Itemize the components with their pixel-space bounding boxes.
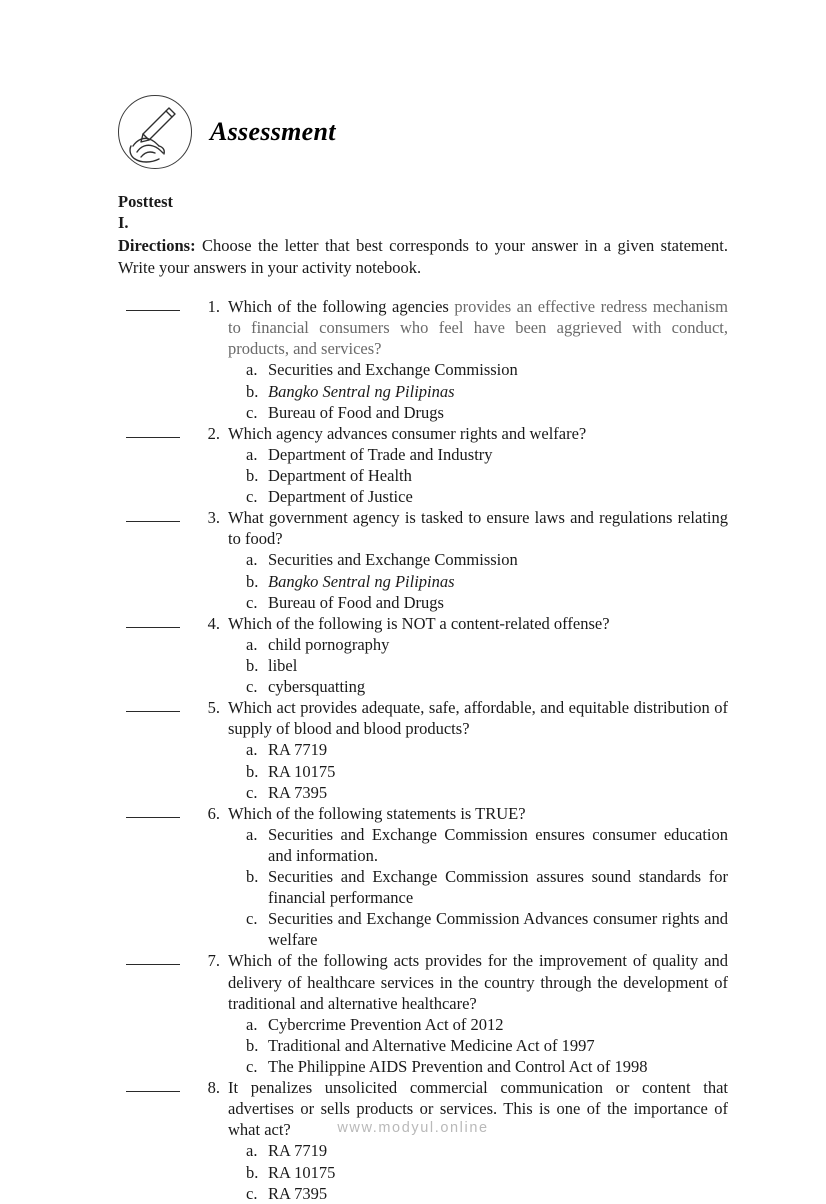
answer-blank[interactable] [118, 507, 184, 522]
hand-writing-pencil-icon [118, 95, 192, 169]
choice-text: RA 10175 [268, 1162, 336, 1182]
posttest-label: Posttest [118, 192, 173, 211]
choice-text: RA 10175 [268, 761, 336, 781]
choice-letter: c. [246, 677, 258, 697]
directions-text: Choose the letter that best corresponds to your answer in a given statement. Write your answers in your activity notebook. [118, 236, 729, 277]
choice-list [228, 739, 728, 802]
question-body [228, 296, 728, 423]
question-text: What government agency is tasked to ensure laws and regulations relating to food? [228, 508, 728, 549]
choice-item[interactable] [228, 465, 728, 486]
choice-letter: b. [246, 1162, 259, 1182]
choice-letter: a. [246, 444, 258, 464]
answer-blank-line [126, 627, 180, 628]
choice-item[interactable] [228, 824, 728, 866]
choice-letter: c. [246, 487, 258, 507]
question-text [228, 296, 728, 359]
answer-blank[interactable] [118, 803, 184, 818]
choice-letter: b. [246, 381, 259, 401]
choice-list [228, 549, 728, 612]
choice-item[interactable] [228, 592, 728, 613]
choice-text: Bureau of Food and Drugs [268, 592, 444, 612]
question-text: Which of the following is NOT a content-related offense? [228, 613, 610, 633]
part-label: I. [118, 213, 129, 233]
choice-letter: a. [246, 824, 258, 844]
question-number: 5. [207, 698, 220, 718]
question-body [228, 423, 728, 507]
answer-blank-line [126, 521, 180, 522]
answer-blank[interactable] [118, 613, 184, 628]
question-text-lead: Which of the following agencies [228, 297, 455, 317]
choice-text: RA 7719 [268, 740, 328, 760]
choice-list [228, 1140, 728, 1203]
choice-text: Securities and Exchange Commission ensures consumer education and information. [268, 824, 728, 865]
choice-text: Traditional and Alternative Medicine Act of 1997 [268, 1035, 595, 1055]
choice-list [228, 359, 728, 422]
choice-text: Cybercrime Prevention Act of 2012 [268, 1014, 504, 1034]
choice-letter: b. [246, 867, 259, 887]
choice-text: Securities and Exchange Commission Advances consumer rights and welfare [268, 909, 728, 950]
choice-item[interactable] [228, 402, 728, 423]
choice-text: Bangko Sentral ng Pilipinas [268, 381, 455, 401]
choice-text: RA 7719 [268, 1141, 328, 1161]
question-item [118, 613, 728, 697]
directions-label: Directions: [118, 236, 196, 256]
choice-letter: a. [246, 740, 258, 760]
choice-list [228, 444, 728, 507]
choice-letter: a. [246, 634, 258, 654]
question-item [118, 296, 728, 423]
choice-letter: c. [246, 1057, 258, 1077]
question-item [118, 803, 728, 951]
answer-blank-line [126, 1091, 180, 1092]
question-number: 7. [207, 951, 220, 971]
question-list [118, 296, 728, 1204]
question-body [228, 613, 728, 697]
choice-list [228, 824, 728, 951]
choice-item[interactable] [228, 634, 728, 655]
choice-text: Bangko Sentral ng Pilipinas [268, 571, 455, 591]
choice-item[interactable] [228, 761, 728, 782]
choice-text: Securities and Exchange Commission [268, 550, 518, 570]
choice-item[interactable] [228, 1056, 728, 1077]
choice-item[interactable] [228, 1035, 728, 1056]
choice-letter: c. [246, 909, 258, 929]
choice-item[interactable] [228, 1140, 728, 1161]
choice-letter: a. [246, 360, 258, 380]
document-content [118, 95, 728, 1204]
choice-item[interactable] [228, 908, 728, 950]
answer-blank-line [126, 817, 180, 818]
choice-item[interactable] [228, 655, 728, 676]
choice-letter: a. [246, 1014, 258, 1034]
question-number: 6. [207, 803, 220, 823]
choice-item[interactable] [228, 676, 728, 697]
choice-letter: c. [246, 1183, 258, 1203]
question-item [118, 423, 728, 507]
question-number: 2. [207, 423, 220, 443]
choice-text: RA 7395 [268, 1183, 328, 1203]
question-text: Which of the following statements is TRUE? [228, 803, 526, 823]
page-title: Assessment [210, 117, 336, 146]
choice-list [228, 634, 728, 697]
question-body [228, 803, 728, 951]
choice-list [228, 1014, 728, 1077]
question-item [118, 950, 728, 1077]
choice-text: Securities and Exchange Commission [268, 360, 518, 380]
question-body [228, 507, 728, 613]
choice-letter: b. [246, 1035, 259, 1055]
answer-blank-line [126, 711, 180, 712]
choice-text: libel [268, 655, 298, 675]
choice-letter: b. [246, 655, 259, 675]
choice-letter: c. [246, 782, 258, 802]
choice-item[interactable] [228, 444, 728, 465]
choice-item[interactable] [228, 782, 728, 803]
choice-letter: b. [246, 761, 259, 781]
choice-text: cybersquatting [268, 677, 366, 697]
choice-text: Department of Health [268, 465, 412, 485]
assessment-header [118, 95, 728, 169]
question-number: 8. [207, 1078, 220, 1098]
choice-text: Securities and Exchange Commission assures sound standards for financial performance [268, 867, 728, 908]
choice-letter: c. [246, 402, 258, 422]
directions-paragraph [118, 235, 728, 278]
question-item [118, 697, 728, 803]
choice-text: Department of Trade and Industry [268, 444, 493, 464]
answer-blank[interactable] [118, 950, 184, 965]
answer-blank[interactable] [118, 423, 184, 438]
question-body [228, 697, 728, 803]
choice-item[interactable] [228, 486, 728, 507]
choice-item[interactable] [228, 1162, 728, 1183]
question-item [118, 507, 728, 613]
answer-blank[interactable] [118, 1077, 184, 1092]
choice-item[interactable] [228, 866, 728, 908]
answer-blank-line [126, 437, 180, 438]
answer-blank[interactable] [118, 697, 184, 712]
choice-item[interactable] [228, 359, 728, 380]
choice-item[interactable] [228, 571, 728, 592]
choice-text: Department of Justice [268, 487, 413, 507]
question-number: 4. [207, 613, 220, 633]
question-item [118, 1077, 728, 1204]
choice-letter: b. [246, 571, 259, 591]
question-text: It penalizes unsolicited commercial communication or content that advertises or sells products or services. This is one of the importance of what act? [228, 1078, 728, 1140]
choice-text: Bureau of Food and Drugs [268, 402, 444, 422]
question-text: Which act provides adequate, safe, affordable, and equitable distribution of supply of blood and blood products? [228, 698, 728, 739]
answer-blank[interactable] [118, 296, 184, 311]
choice-letter: b. [246, 465, 259, 485]
question-text: Which of the following acts provides for the improvement of quality and delivery of healthcare services in the country through the development of traditional and alternative healthcare? [228, 951, 728, 1013]
choice-item[interactable] [228, 1014, 728, 1035]
footer-watermark: www.modyul.online [337, 1120, 489, 1136]
question-body [228, 1077, 728, 1204]
choice-text: child pornography [268, 634, 390, 654]
choice-item[interactable] [228, 1183, 728, 1204]
question-number: 3. [207, 508, 220, 528]
choice-item[interactable] [228, 381, 728, 402]
question-text-rest: provides an effective redress mechanism to financial consumers who feel have been aggrieved with conduct, products, and services? [228, 297, 728, 359]
question-number: 1. [207, 297, 220, 317]
question-text: Which agency advances consumer rights and welfare? [228, 423, 587, 443]
answer-blank-line [126, 310, 180, 311]
choice-letter: a. [246, 1141, 258, 1161]
choice-letter: c. [246, 592, 258, 612]
choice-text: RA 7395 [268, 782, 328, 802]
choice-item[interactable] [228, 549, 728, 570]
choice-letter: a. [246, 550, 258, 570]
question-body [228, 950, 728, 1077]
choice-item[interactable] [228, 739, 728, 760]
answer-blank-line [126, 964, 180, 965]
choice-text: The Philippine AIDS Prevention and Control Act of 1998 [268, 1057, 648, 1077]
